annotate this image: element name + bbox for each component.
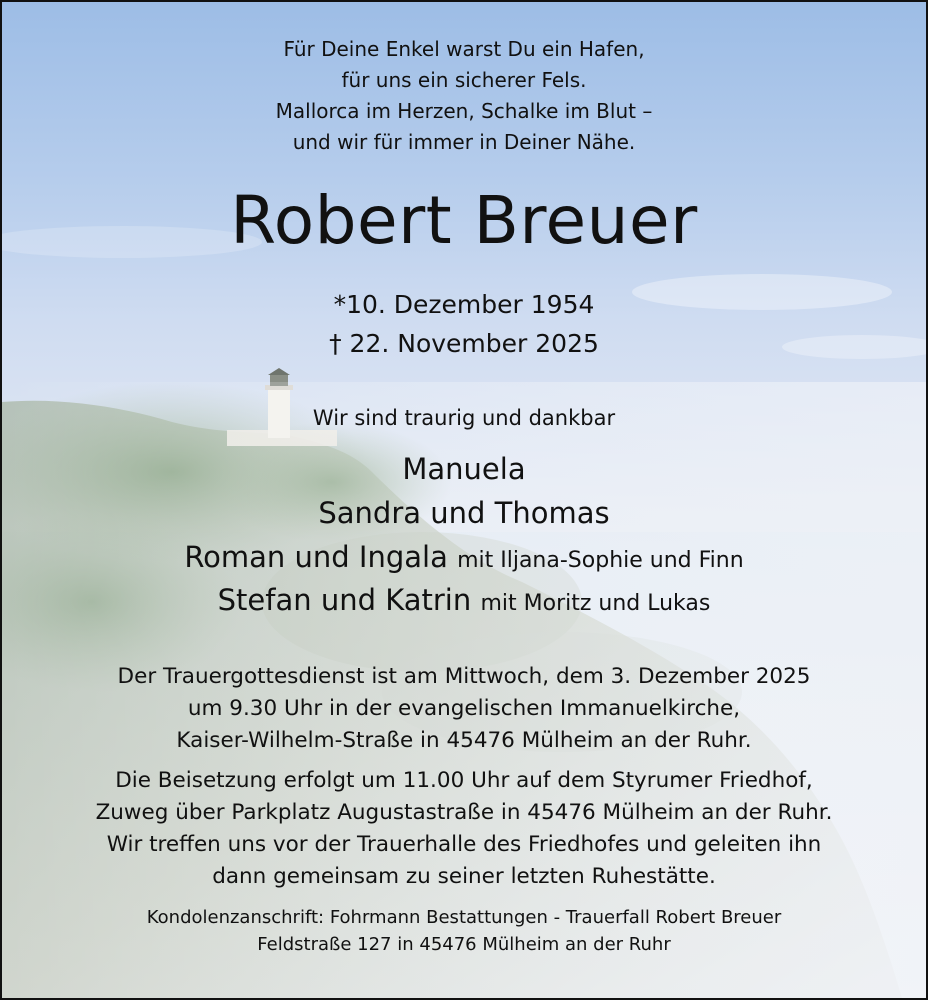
condolence-line: Feldstraße 127 in 45476 Mülheim an der Ruhr: [257, 934, 671, 955]
thanks-line: Wir sind traurig und dankbar: [312, 406, 616, 430]
service-line: Der Trauergottesdienst ist am Mittwoch, dem 3. Dezember 2025: [117, 664, 811, 689]
deceased-name: Robert Breuer: [230, 182, 698, 259]
family-member: [2, 496, 926, 530]
death-date: † 22. November 2025: [329, 329, 599, 358]
burial-line: Wir treffen uns vor der Trauerhalle des Friedhofes und geleiten ihn: [106, 832, 822, 857]
family-names: Manuela: [402, 452, 526, 486]
family-member: [2, 583, 926, 617]
notice-text: [2, 2, 926, 998]
poem-line: für uns ein sicherer Fels.: [341, 68, 587, 92]
service-line: um 9.30 Uhr in der evangelischen Immanuelkirche,: [187, 696, 741, 721]
poem-line: und wir für immer in Deiner Nähe.: [292, 130, 636, 154]
family-names: Roman und Ingala: [184, 540, 448, 574]
burial-line: Die Beisetzung erfolgt um 11.00 Uhr auf dem Styrumer Friedhof,: [115, 768, 813, 793]
service-line: Kaiser-Wilhelm-Straße in 45476 Mülheim an der Ruhr.: [176, 728, 752, 753]
birth-date: *10. Dezember 1954: [333, 290, 595, 319]
family-names: Stefan und Katrin: [217, 583, 472, 617]
family-children: mit Iljana-Sophie und Finn: [457, 548, 744, 573]
poem-line: Mallorca im Herzen, Schalke im Blut –: [275, 99, 653, 123]
family-names: Sandra und Thomas: [318, 496, 610, 530]
poem-line: Für Deine Enkel warst Du ein Hafen,: [283, 37, 645, 61]
family-children: mit Moritz und Lukas: [480, 591, 711, 616]
condolence-line: Kondolenzanschrift: Fohrmann Bestattungen - Trauerfall Robert Breuer: [146, 907, 782, 928]
burial-line: Zuweg über Parkplatz Augustastraße in 45476 Mülheim an der Ruhr.: [95, 800, 833, 825]
family-member: [2, 452, 926, 486]
burial-line: dann gemeinsam zu seiner letzten Ruhestätte.: [212, 864, 716, 889]
family-member: [2, 540, 926, 574]
